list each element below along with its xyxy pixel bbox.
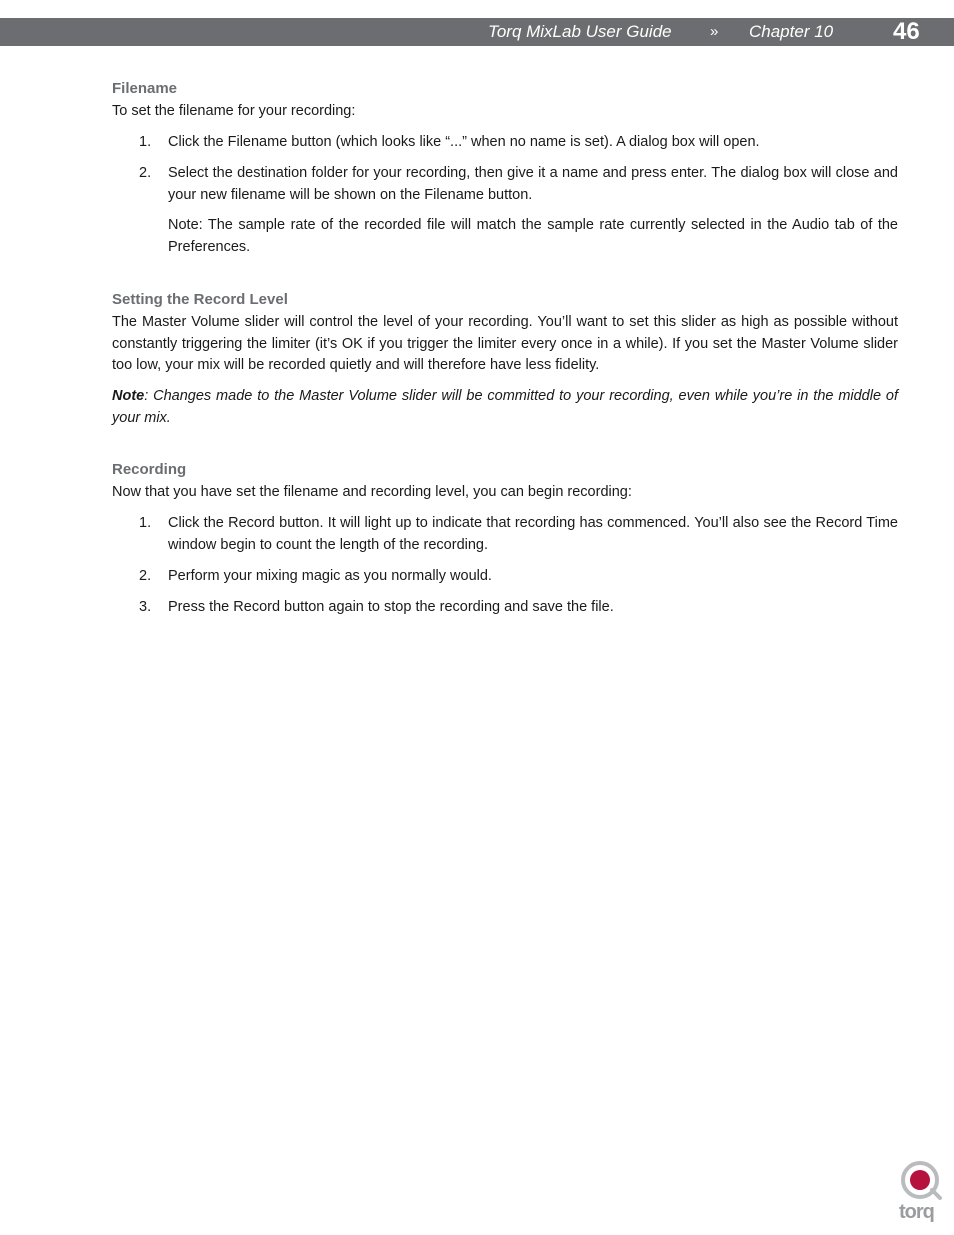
section-heading-record-level: Setting the Record Level	[112, 291, 288, 308]
note-text: : Changes made to the Master Volume slider will be committed to your recording, even while you’re in the middle of your mix.	[112, 388, 898, 426]
header-separator: »	[710, 23, 719, 40]
list-item-number: 2.	[139, 568, 152, 584]
list-item-text: Click the Filename button (which looks like “...” when no name is set). A dialog box will open.	[168, 134, 760, 150]
logo-wordmark: torq	[899, 1201, 934, 1223]
list-item-number: 2.	[139, 165, 152, 181]
list-item-text: Select the destination folder for your recording, then give it a name and press enter. The dialog box will close and your new filename will be shown on the Filename button.	[168, 165, 898, 203]
filename-note-text: Note: The sample rate of the recorded file will match the sample rate currently selected in the Audio tab of the Preferences.	[168, 217, 898, 255]
list-item-text: Perform your mixing magic as you normally would.	[168, 568, 492, 584]
note-label: Note	[112, 388, 145, 404]
section-heading-filename: Filename	[112, 80, 178, 97]
page-number: 46	[893, 18, 920, 45]
list-item	[112, 597, 898, 619]
guide-title: Torq MixLab User Guide	[488, 22, 672, 41]
filename-intro: To set the filename for your recording:	[112, 103, 356, 119]
list-item-number: 1.	[139, 134, 152, 150]
list-item	[112, 513, 898, 556]
section-heading-recording: Recording	[112, 461, 187, 478]
list-item	[112, 163, 898, 206]
record-level-note	[112, 386, 898, 429]
torq-logo-icon	[898, 1160, 946, 1224]
list-item-text: Click the Record button. It will light up to indicate that recording has commenced. You’ll also see the Record Time window begin to count the length of the recording.	[168, 515, 898, 553]
list-item-number: 1.	[139, 515, 152, 531]
recording-intro: Now that you have set the filename and recording level, you can begin recording:	[112, 484, 632, 500]
header-bar	[0, 18, 954, 46]
torq-logo	[898, 1160, 946, 1224]
list-item	[112, 566, 898, 588]
filename-note	[112, 215, 898, 258]
list-item-number: 3.	[139, 599, 152, 615]
list-item-text: Press the Record button again to stop the recording and save the file.	[168, 599, 614, 615]
chapter-label: Chapter 10	[749, 22, 834, 41]
list-item	[112, 132, 898, 154]
record-level-body: The Master Volume slider will control the level of your recording. You’ll want to set this slider as high as possible without constantly triggering the limiter (it’s OK if you trigger the limiter every once in a while). If you set the Master Volume slider too low, your mix will be recorded quietly and will therefore have less fidelity.	[112, 314, 898, 373]
